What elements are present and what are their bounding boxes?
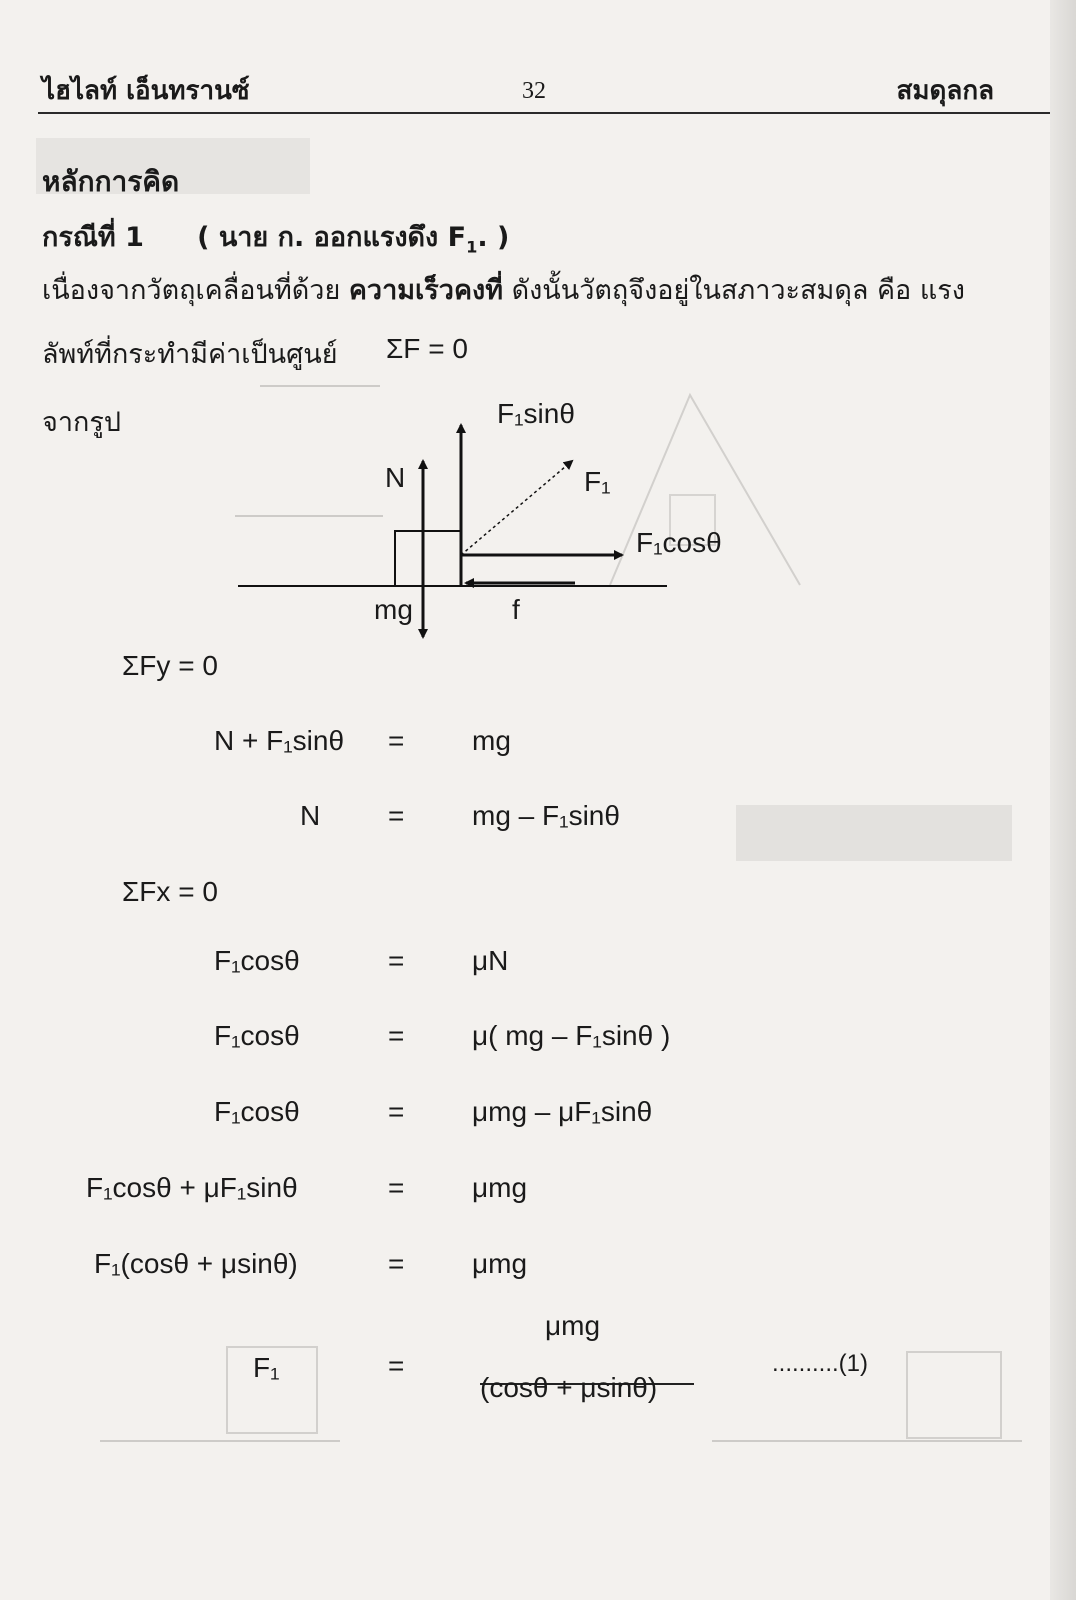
case-label: กรณีที่ 1 bbox=[42, 222, 144, 253]
header-rule bbox=[38, 112, 1050, 114]
paragraph-line-1 bbox=[42, 268, 965, 311]
eq5-equals: = bbox=[388, 1096, 405, 1127]
label-f1: F₁ bbox=[584, 466, 611, 497]
bleed-through-shape bbox=[100, 1440, 340, 1442]
page-number: 32 bbox=[522, 78, 546, 104]
para1-a: เนื่องจากวัตถุเคลื่อนที่ด้วย bbox=[42, 275, 349, 306]
eq3-equals: = bbox=[388, 945, 405, 976]
sum-f-equals-zero: ΣF = 0 bbox=[386, 333, 468, 364]
eq1-rhs: mg bbox=[472, 725, 511, 756]
eq5-lhs: F₁cosθ bbox=[214, 1096, 300, 1127]
bleed-through-shape bbox=[905, 1350, 1005, 1440]
eq4-rhs: μ( mg – F₁sinθ ) bbox=[472, 1020, 671, 1051]
paragraph-line-2: ลัพท์ที่กระทำมีค่าเป็นศูนย์ bbox=[42, 339, 338, 370]
force-diagram bbox=[230, 395, 750, 645]
f1-arrow bbox=[461, 461, 572, 555]
eq8-denominator: (cosθ + μsinθ) bbox=[480, 1372, 658, 1403]
sum-fx-zero: ΣFx = 0 bbox=[122, 876, 218, 907]
eq6-equals: = bbox=[388, 1172, 405, 1203]
eq5-rhs: μmg – μF₁sinθ bbox=[472, 1096, 653, 1127]
bleed-through-shape bbox=[260, 385, 380, 387]
from-figure-label: จากรูป bbox=[42, 407, 121, 438]
para1-b: ดังนั้นวัตถุจึงอยู่ในสภาวะสมดุล คือ แรง bbox=[503, 275, 965, 306]
label-n: N bbox=[385, 462, 406, 493]
eq2-equals: = bbox=[388, 800, 405, 831]
case-line bbox=[42, 215, 509, 258]
eq8-numerator: μmg bbox=[545, 1310, 601, 1341]
block bbox=[395, 531, 461, 586]
para1-bold: ความเร็วคงที่ bbox=[348, 275, 503, 306]
eq3-rhs: μN bbox=[472, 945, 509, 976]
sum-fy-zero: ΣFy = 0 bbox=[122, 650, 218, 681]
eq7-lhs: F₁(cosθ + μsinθ) bbox=[94, 1248, 298, 1279]
eq8-equals: = bbox=[388, 1350, 405, 1381]
bleed-through-shape bbox=[736, 805, 1012, 861]
eq6-rhs: μmg bbox=[472, 1172, 528, 1203]
equation-number: ..........(1) bbox=[772, 1350, 869, 1377]
eq2-lhs: N bbox=[300, 800, 321, 831]
eq1-equals: = bbox=[388, 725, 405, 756]
eq7-equals: = bbox=[388, 1248, 405, 1279]
eq6-lhs: F₁cosθ + μF₁sinθ bbox=[86, 1172, 298, 1203]
label-f1-cos: F₁cosθ bbox=[636, 527, 722, 558]
header-left-title: ไฮไลท์ เอ็นทรานซ์ bbox=[42, 76, 250, 106]
eq8-lhs: F₁ bbox=[253, 1352, 280, 1383]
label-f1-sin: F₁sinθ bbox=[497, 398, 575, 429]
eq1-lhs: N + F₁sinθ bbox=[214, 725, 345, 756]
eq3-lhs: F₁cosθ bbox=[214, 945, 300, 976]
section-heading: หลักการคิด bbox=[42, 165, 180, 198]
header-right-title: สมดุลกล bbox=[896, 76, 994, 106]
page-edge-shadow bbox=[1050, 0, 1076, 1600]
eq7-rhs: μmg bbox=[472, 1248, 528, 1279]
bleed-through-shape bbox=[712, 1440, 1022, 1442]
case-description: ( นาย ก. ออกแรงดึง $F_1$. ) bbox=[197, 222, 510, 257]
label-mg: mg bbox=[374, 594, 413, 625]
label-friction: f bbox=[512, 594, 520, 625]
eq4-equals: = bbox=[388, 1020, 405, 1051]
eq2-rhs: mg – F₁sinθ bbox=[472, 800, 620, 831]
eq4-lhs: F₁cosθ bbox=[214, 1020, 300, 1051]
